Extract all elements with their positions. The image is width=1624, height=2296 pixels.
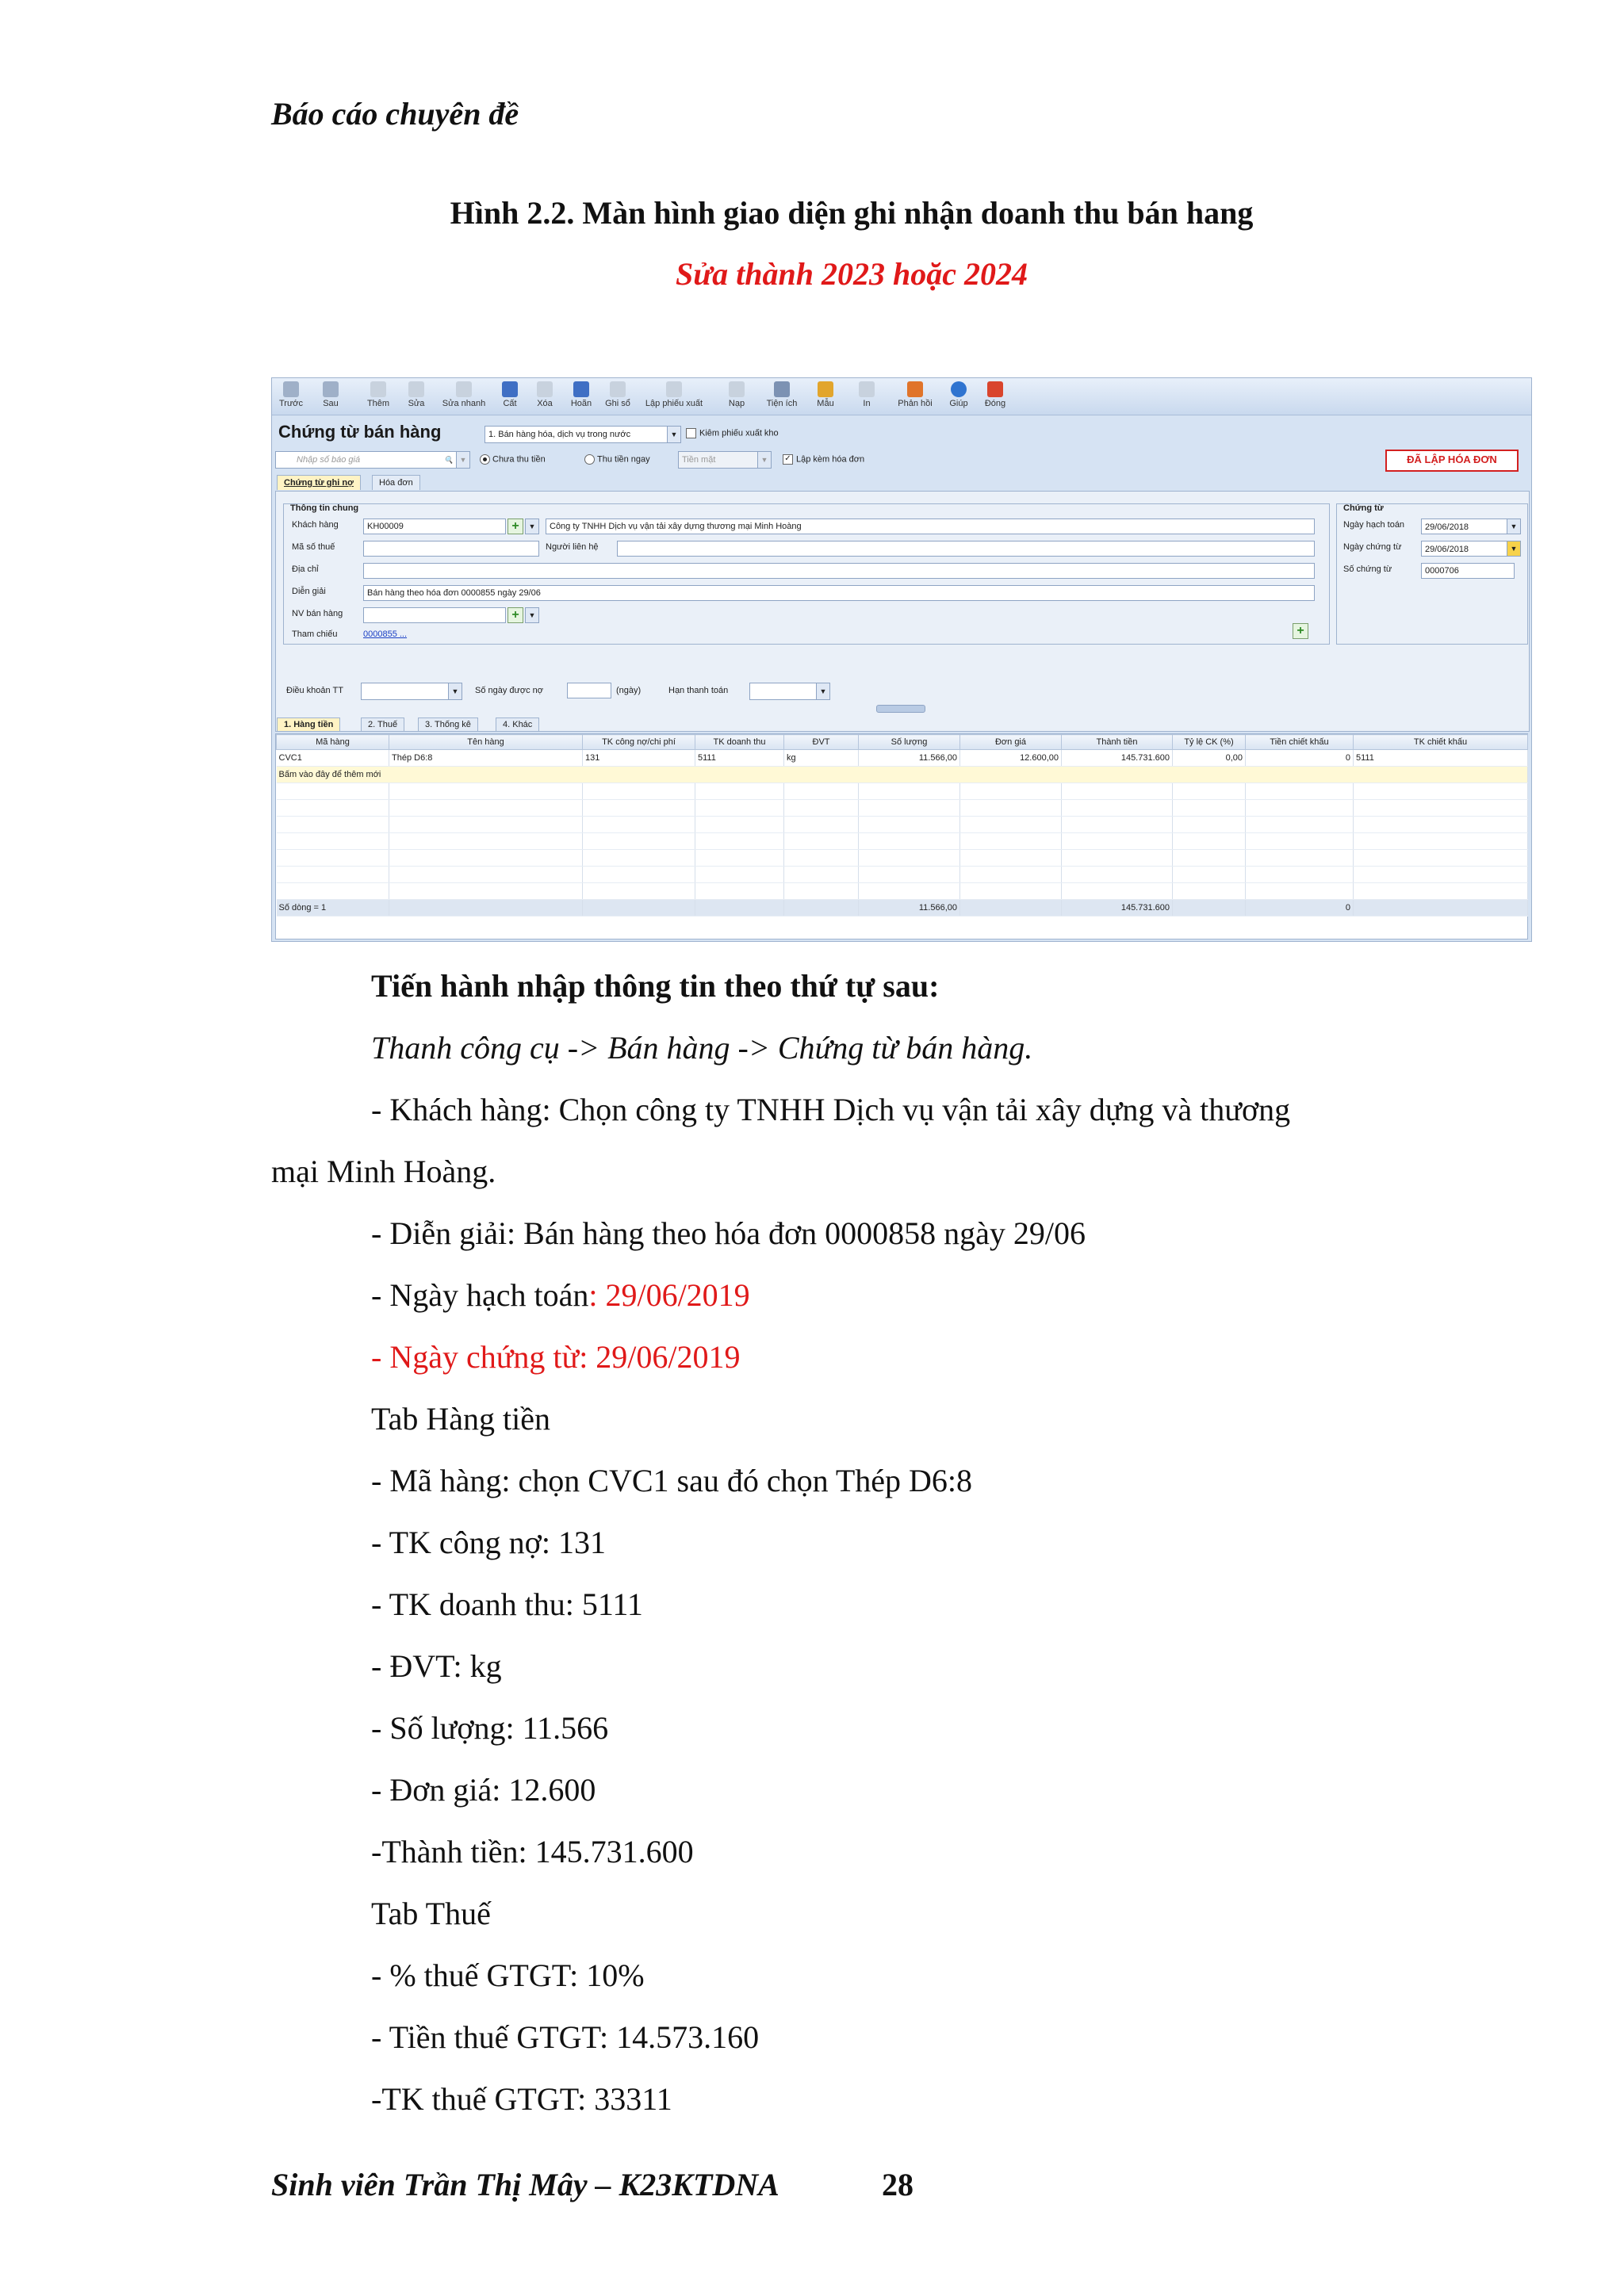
cell[interactable]: 12.600,00 — [960, 750, 1062, 767]
steps-heading: Tiến hành nhập thông tin theo thứ tự sau: — [371, 968, 940, 1004]
step-unit-price: - Đơn giá: 12.600 — [371, 1772, 596, 1808]
delete-icon — [537, 381, 553, 397]
col-header[interactable]: Mã hàng — [277, 735, 389, 750]
load-icon — [729, 381, 745, 397]
step-item-code: - Mã hàng: chọn CVC1 sau đó chọn Thép D6:8 — [371, 1463, 973, 1498]
empty-row — [277, 817, 1528, 833]
toolbar-help-button[interactable]: Giúp — [941, 381, 976, 408]
print-icon — [859, 381, 875, 397]
chevron-down-icon: ▼ — [456, 452, 469, 468]
add-new-hint[interactable]: Bấm vào đây để thêm mới — [277, 767, 1528, 783]
contact-label: Người liên hệ — [546, 542, 599, 552]
cell[interactable]: Thép D6:8 — [389, 750, 583, 767]
chevron-down-icon: ▼ — [757, 452, 771, 468]
chevron-down-icon: ▼ — [1507, 541, 1520, 556]
toolbar-close-button[interactable]: Đóng — [978, 381, 1013, 408]
tab-debit-voucher[interactable]: Chứng từ ghi nợ — [277, 475, 361, 490]
empty-row — [277, 867, 1528, 883]
col-header[interactable]: Thành tiền — [1062, 735, 1173, 750]
reference-label: Tham chiếu — [292, 629, 338, 639]
window-title: Chứng từ bán hàng — [278, 422, 442, 442]
due-date-select[interactable] — [749, 683, 830, 700]
figure-title: Hình 2.2. Màn hình giao diện ghi nhận doanh thu bán hang — [450, 195, 1254, 231]
cell[interactable]: 0 — [1246, 750, 1354, 767]
payment-terms-select[interactable] — [361, 683, 462, 700]
close-icon — [987, 381, 1003, 397]
total-discount: 0 — [1246, 900, 1354, 916]
toolbar-load-button[interactable]: Nạp — [719, 381, 754, 408]
page-number: 28 — [882, 2167, 914, 2202]
tab-tax-heading: Tab Thuế — [371, 1896, 491, 1931]
reference-link[interactable]: 0000855 ... — [363, 629, 408, 639]
menu-path: Thanh công cụ -> Bán hàng -> Chứng từ bán hàng. — [371, 1030, 1033, 1066]
figure-note: Sửa thành 2023 hoặc 2024 — [675, 256, 1028, 292]
step-unit: - ĐVT: kg — [371, 1648, 502, 1684]
empty-row — [277, 850, 1528, 867]
col-header[interactable]: ĐVT — [784, 735, 859, 750]
footer-author: Sinh viên Trần Thị Mây – K23KTDNA — [271, 2167, 779, 2202]
add-reference-icon[interactable]: + — [1293, 623, 1308, 639]
empty-row — [277, 783, 1528, 800]
address-label: Địa chỉ — [292, 564, 319, 574]
invoiced-stamp: ĐÃ LẬP HÓA ĐƠN — [1385, 450, 1519, 472]
col-header[interactable]: Tỷ lệ CK (%) — [1173, 735, 1246, 750]
credit-days-label: Số ngày được nợ — [475, 686, 544, 695]
save-icon — [502, 381, 518, 397]
add-customer-icon[interactable]: + — [508, 519, 523, 534]
page-header: Báo cáo chuyên đề — [271, 96, 519, 132]
row-count: Số dòng = 1 — [277, 900, 389, 916]
col-header[interactable]: Số lượng — [859, 735, 960, 750]
tab-other[interactable]: 4. Khác — [496, 718, 539, 731]
quick-edit-icon — [456, 381, 472, 397]
cell[interactable]: kg — [784, 750, 859, 767]
voucher-legend: Chứng từ — [1343, 503, 1384, 513]
mail-icon — [907, 381, 923, 397]
chevron-down-icon: ▼ — [525, 519, 538, 534]
cell[interactable]: CVC1 — [277, 750, 389, 767]
issue-slip-checkbox[interactable]: Kiêm phiếu xuất kho — [686, 428, 779, 438]
description-input[interactable]: Bán hàng theo hóa đơn 0000855 ngày 29/06 — [363, 585, 1315, 601]
credit-days-unit: (ngày) — [616, 686, 642, 695]
voucher-date-label: Ngày chứng từ — [1343, 542, 1402, 552]
chevron-down-icon: ▼ — [667, 427, 680, 442]
toolbar-post-button[interactable]: Ghi sổ — [600, 381, 635, 408]
voucher-number-input[interactable]: 0000706 — [1421, 563, 1515, 579]
sales-voucher-screenshot — [271, 377, 1532, 942]
toolbar-issue-button[interactable]: Lập phiếu xuất — [638, 381, 710, 408]
add-salesperson-icon[interactable]: + — [508, 607, 523, 623]
empty-row — [277, 800, 1528, 817]
step-revenue-account: - TK doanh thu: 5111 — [371, 1586, 643, 1622]
address-input[interactable] — [363, 563, 1315, 579]
description-label: Diễn giải — [292, 587, 326, 596]
toolbar-save-button[interactable]: Cất — [492, 381, 527, 408]
table-row[interactable] — [277, 750, 1528, 767]
cell[interactable]: 131 — [583, 750, 695, 767]
utility-icon — [774, 381, 790, 397]
radio-unpaid[interactable]: Chưa thu tiền — [480, 454, 546, 465]
toolbar-defer-button[interactable]: Hoãn — [564, 381, 599, 408]
due-date-label: Hạn thanh toán — [668, 686, 729, 695]
step-posting-date: - Ngày hạch toán: 29/06/2019 — [371, 1277, 750, 1313]
tab-invoice[interactable]: Hóa đơn — [372, 475, 420, 490]
arrow-left-icon — [283, 381, 299, 397]
toolbar — [272, 378, 1531, 415]
chevron-down-icon: ▼ — [816, 683, 829, 699]
quote-search-input[interactable]: Nhập số báo giá 🔍 ▼ — [275, 451, 470, 469]
voucher-type-select[interactable]: 1. Bán hàng hóa, dịch vụ trong nước ▼ — [485, 426, 681, 443]
tab-statistics[interactable]: 3. Thống kê — [418, 718, 478, 731]
tab-goods[interactable]: 1. Hàng tiền — [277, 718, 340, 731]
customer-name-input[interactable]: Công ty TNHH Dịch vụ vận tải xây dựng thương mại Minh Hoàng — [546, 519, 1315, 534]
payment-terms-label: Điều khoản TT — [286, 686, 343, 695]
empty-row — [277, 883, 1528, 900]
tax-code-input[interactable] — [363, 541, 539, 557]
cell[interactable]: 145.731.600 — [1062, 750, 1173, 767]
add-icon — [370, 381, 386, 397]
col-header[interactable]: Đơn giá — [960, 735, 1062, 750]
salesperson-label: NV bán hàng — [292, 609, 343, 618]
empty-row — [277, 833, 1528, 850]
grid-header-row — [277, 735, 1528, 750]
toolbar-print-button[interactable]: In — [849, 381, 884, 408]
cell[interactable]: 5111 — [1354, 750, 1528, 767]
salesperson-input[interactable] — [363, 607, 506, 623]
step-vat-account: -TK thuế GTGT: 33311 — [371, 2081, 672, 2117]
customer-label: Khách hàng — [292, 520, 339, 530]
toolbar-utility-button[interactable]: Tiện ích — [760, 381, 803, 408]
salesperson-dropdown[interactable] — [525, 607, 539, 623]
col-header[interactable]: TK doanh thu — [695, 735, 784, 750]
step-customer: - Khách hàng: Chọn công ty TNHH Dịch vụ vận tải xây dựng và thương — [371, 1092, 1291, 1127]
cell[interactable]: 11.566,00 — [859, 750, 960, 767]
contact-input[interactable] — [617, 541, 1315, 557]
toolbar-delete-button[interactable]: Xóa — [527, 381, 562, 408]
posting-date-input[interactable]: 29/06/2018 ▼ — [1421, 519, 1521, 534]
posting-date-label: Ngày hạch toán — [1343, 520, 1405, 530]
step-amount: -Thành tiền: 145.731.600 — [371, 1834, 694, 1869]
goods-grid — [275, 733, 1528, 939]
step-vat-amount: - Tiền thuế GTGT: 14.573.160 — [371, 2019, 760, 2055]
tax-code-label: Mã số thuế — [292, 542, 335, 552]
voucher-date-input[interactable]: 29/06/2018 ▼ — [1421, 541, 1521, 557]
undo-icon — [573, 381, 589, 397]
payment-method-select[interactable]: Tiền mặt ▼ — [678, 451, 772, 469]
chevron-down-icon: ▼ — [448, 683, 462, 699]
add-new-row[interactable] — [277, 767, 1528, 783]
chevron-down-icon: ▼ — [1507, 519, 1520, 534]
toolbar-next-button[interactable]: Sau — [313, 381, 348, 408]
general-info-group — [283, 503, 1330, 645]
grid-footer-row — [277, 900, 1528, 916]
step-customer-cont: mại Minh Hoàng. — [271, 1154, 496, 1189]
issue-icon — [666, 381, 682, 397]
cell[interactable]: 0,00 — [1173, 750, 1246, 767]
toolbar-feedback-button[interactable]: Phản hồi — [894, 381, 936, 408]
tab-tax[interactable]: 2. Thuế — [361, 718, 404, 731]
arrow-right-icon — [323, 381, 339, 397]
customer-dropdown[interactable] — [525, 519, 539, 534]
edit-icon — [408, 381, 424, 397]
toolbar-prev-button[interactable]: Trước — [274, 381, 308, 408]
customer-code-input[interactable]: KH00009 — [363, 519, 506, 534]
step-debt-account: - TK công nợ: 131 — [371, 1525, 606, 1560]
toolbar-add-button[interactable]: Thêm — [361, 381, 396, 408]
col-header[interactable]: Tiền chiết khấu — [1246, 735, 1354, 750]
total-amount: 145.731.600 — [1062, 900, 1173, 916]
template-icon — [818, 381, 833, 397]
col-header[interactable]: TK chiết khấu — [1354, 735, 1528, 750]
general-info-legend: Thông tin chung — [290, 503, 359, 513]
col-header[interactable]: Tên hàng — [389, 735, 583, 750]
step-quantity: - Số lượng: 11.566 — [371, 1710, 609, 1746]
toolbar-quick-edit-button[interactable]: Sửa nhanh — [440, 381, 488, 408]
invoice-checkbox[interactable]: ✓ Lập kèm hóa đơn — [783, 454, 864, 465]
chevron-down-icon: ▼ — [525, 608, 538, 622]
post-icon — [610, 381, 626, 397]
step-description: - Diễn giải: Bán hàng theo hóa đơn 0000858 ngày 29/06 — [371, 1215, 1086, 1251]
tab-goods-heading: Tab Hàng tiền — [371, 1401, 551, 1437]
splitter-handle[interactable] — [876, 705, 925, 713]
toolbar-edit-button[interactable]: Sửa — [399, 381, 434, 408]
radio-paid-now[interactable]: Thu tiền ngay — [584, 454, 650, 465]
step-vat-rate: - % thuế GTGT: 10% — [371, 1957, 645, 1993]
step-voucher-date: - Ngày chứng từ: 29/06/2019 — [371, 1339, 741, 1375]
cell[interactable]: 5111 — [695, 750, 784, 767]
total-quantity: 11.566,00 — [859, 900, 960, 916]
voucher-group — [1336, 503, 1528, 645]
help-icon — [951, 381, 967, 397]
voucher-number-label: Số chứng từ — [1343, 564, 1392, 574]
credit-days-input[interactable] — [567, 683, 611, 698]
toolbar-template-button[interactable]: Mẫu — [808, 381, 843, 408]
col-header[interactable]: TK công nợ/chi phí — [583, 735, 695, 750]
search-icon: 🔍 — [442, 452, 455, 468]
